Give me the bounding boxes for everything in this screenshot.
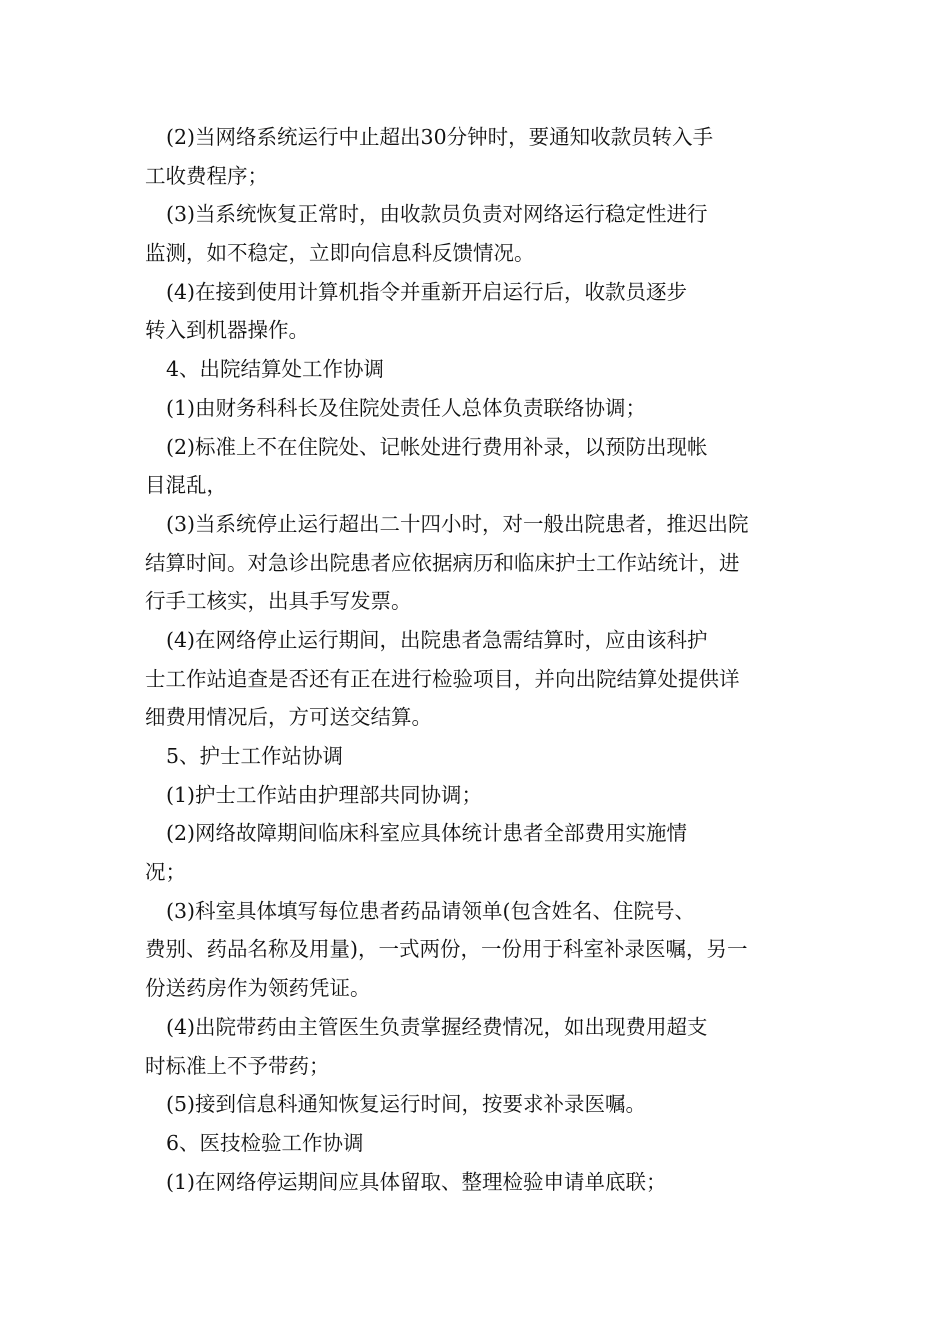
text-line: (3)当系统恢复正常时，由收款员负责对网络运行稳定性进行 (166, 202, 708, 227)
text-line: 份送药房作为领药凭证。 (145, 976, 371, 1001)
text-line: (4)在接到使用计算机指令并重新开启运行后，收款员逐步 (166, 279, 688, 304)
text-line: (3)科室具体填写每位患者药品请领单(包含姓名、住院号、 (166, 898, 696, 923)
text-line: 监测，如不稳定，立即向信息科反馈情况。 (145, 241, 535, 266)
text-line: 目混乱， (145, 473, 227, 498)
text-line: (1)由财务科科长及住院处责任人总体负责联络协调； (166, 395, 647, 420)
document-body (145, 118, 805, 1201)
text-line: (2)网络故障期间临床科室应具体统计患者全部费用实施情 (166, 821, 688, 846)
text-line: 4、出院结算处工作协调 (166, 357, 385, 382)
text-line: 士工作站追查是否还有正在进行检验项目，并向出院结算处提供详 (145, 666, 740, 691)
text-line: (3)当系统停止运行超出二十四小时，对一般出院患者，推迟出院 (166, 511, 749, 536)
text-line: 工收费程序； (145, 163, 268, 188)
text-line: 结算时间。对急诊出院患者应依据病历和临床护士工作站统计，进 (145, 550, 740, 575)
text-line: 6、医技检验工作协调 (166, 1130, 364, 1155)
text-line: 细费用情况后，方可送交结算。 (145, 705, 432, 730)
text-line: (1)护士工作站由护理部共同协调； (166, 782, 483, 807)
text-line: 行手工核实，出具手写发票。 (145, 589, 412, 614)
text-line: (1)在网络停运期间应具体留取、整理检验申请单底联； (166, 1169, 667, 1194)
text-line: (2)当网络系统运行中止超出30分钟时，要通知收款员转入手 (166, 125, 714, 149)
text-line: 5、护士工作站协调 (166, 744, 344, 768)
text-line: (5)接到信息科通知恢复运行时间，按要求补录医嘱。 (166, 1092, 647, 1117)
text-line: 时标准上不予带药； (145, 1053, 330, 1078)
text-line: (4)在网络停止运行期间，出院患者急需结算时，应由该科护 (166, 627, 708, 652)
text-line: 费别、药品名称及用量)，一式两份，一份用于科室补录医嘱，另一 (145, 937, 748, 962)
text-line: 转入到机器操作。 (145, 318, 309, 343)
text-line: (4)出院带药由主管医生负责掌握经费情况，如出现费用超支 (166, 1014, 708, 1039)
text-line: 况； (145, 860, 186, 885)
text-line: (2)标准上不在住院处、记帐处进行费用补录，以预防出现帐 (166, 434, 708, 459)
